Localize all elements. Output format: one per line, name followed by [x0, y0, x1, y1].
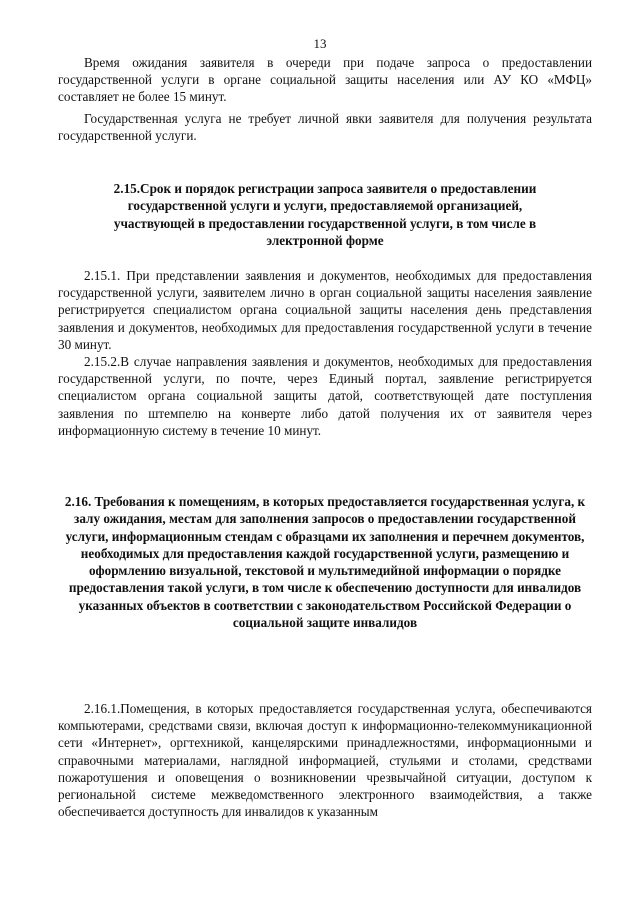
section-heading-2-15: 2.15.Срок и порядок регистрации запроса заявителя о предоставлении государственной услуги и услуги, предоставляемой организацией, участвующей в предоставлении государственной услуги, в том числе в электронной форме: [113, 181, 537, 248]
section-heading-2-16: 2.16. Требования к помещениям, в которых предоставляется государственная услуга, к залу ожидания, местам для заполнения запросов о предоставлении государственной услуги, информационным стендам с образцами их заполнения и перечнем документов, необходимых для предоставления каждой государственной услуги, размещению и оформлению визуальной, текстовой и мультимедийной информации о порядке предоставления такой услуги, в том числе к обеспечению доступности для инвалидов указанных объектов в соответствии с законодательством Российской Федерации о социальной защите инвалидов: [64, 494, 586, 631]
paragraph-waiting-time: Время ожидания заявителя в очереди при подаче запроса о предоставлении государственной услуги в органе социальной защиты населения или АУ КО «МФЦ» составляет не более 15 минут.: [58, 55, 592, 105]
page-number: 13: [313, 36, 327, 51]
paragraph-2-15-2: 2.15.2.В случае направления заявления и документов, необходимых для предоставления государственной услуги, по почте, через Единый портал, заявление регистрируется специалистом органа социальной защиты датой, соответствующей дате поступления заявления по штемпелю на конверте либо датой получения их от заявителя через информационную систему в течение 10 минут.: [58, 354, 592, 438]
paragraph-2-16-1: 2.16.1.Помещения, в которых предоставляется государственная услуга, обеспечиваются компьютерами, средствами связи, включая доступ к информационно-телекоммуникационной сети «Интернет», оргтехникой, канцелярскими принадлежностями, информационными и справочными материалами, наглядной информацией, стульями и столами, средствами пожаротушения и оповещения о возникновении чрезвычайной ситуации, доступом к региональной системе межведомственного электронного взаимодействия, а также обеспечивается доступность для инвалидов к указанным: [58, 701, 592, 820]
paragraph-personal-appearance: Государственная услуга не требует личной явки заявителя для получения результата государственной услуги.: [58, 111, 592, 144]
paragraph-2-15-1: 2.15.1. При представлении заявления и документов, необходимых для предоставления государственной услуги, заявителем лично в орган социальной защиты населения заявление регистрируется специалистом органа социальной защиты населения день представления заявления и документов, необходимых для предоставления государственной услуги в течение 30 минут.: [58, 268, 592, 352]
